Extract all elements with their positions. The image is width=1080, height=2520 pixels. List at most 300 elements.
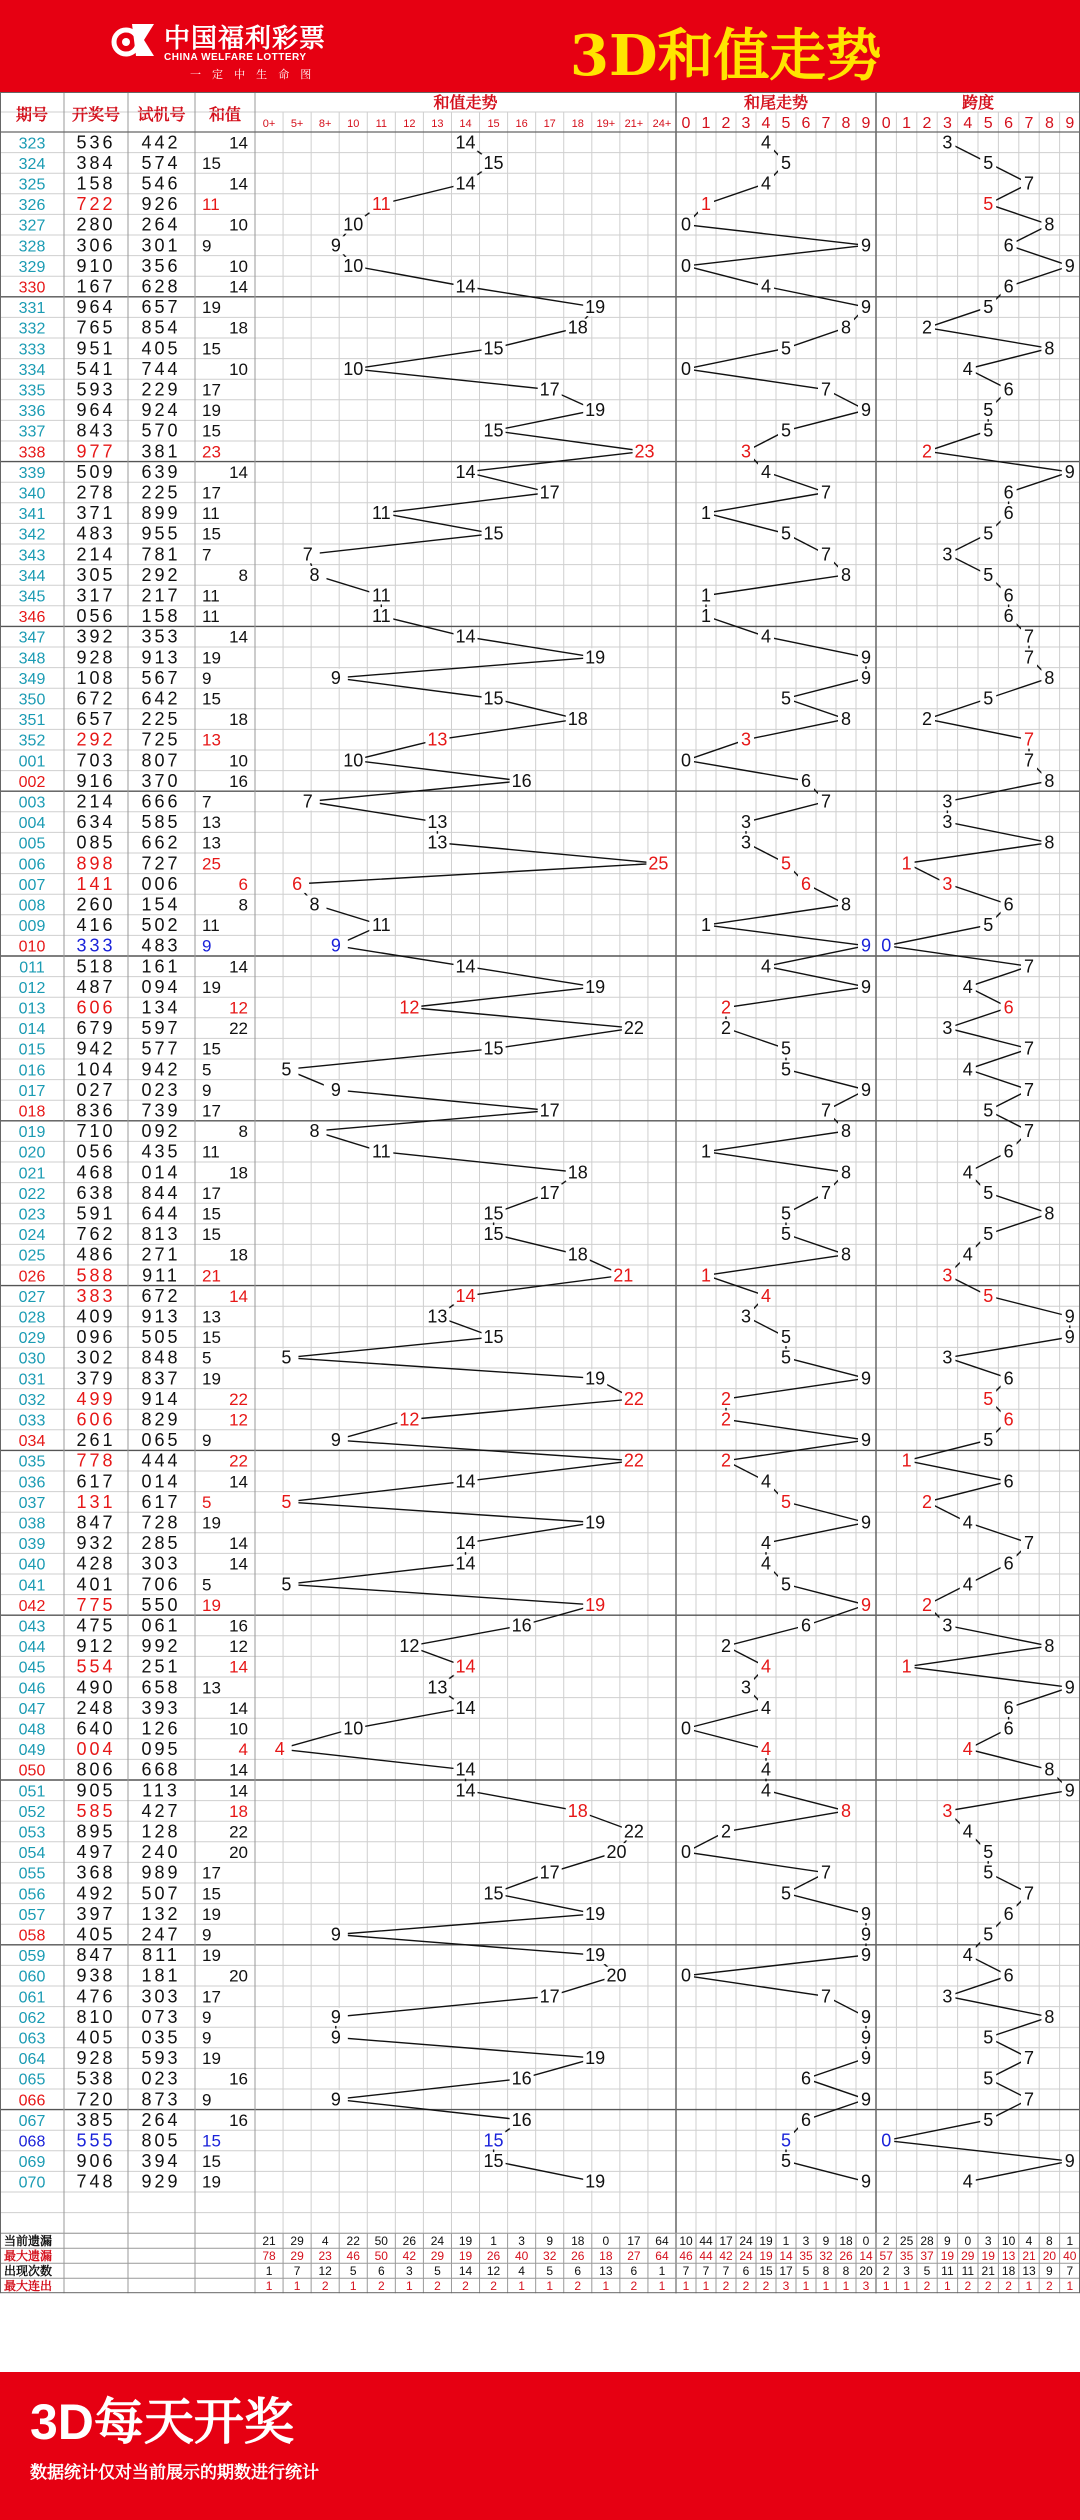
draw-number: 278 xyxy=(76,482,116,503)
sum-trend-value: 11 xyxy=(371,915,391,936)
draw-number: 555 xyxy=(76,2130,116,2151)
tail-trend-value: 5 xyxy=(780,688,792,709)
trial-number: 356 xyxy=(141,255,181,276)
sum-bin-label: 12 xyxy=(403,118,416,130)
stats-sum-value: 5 xyxy=(349,2264,357,2279)
draw-number: 401 xyxy=(76,1574,116,1595)
sum-trend-value: 15 xyxy=(483,2151,504,2172)
trial-number: 628 xyxy=(141,276,181,297)
stats-sum-value: 6 xyxy=(574,2264,582,2279)
stats-tail-value: 9 xyxy=(822,2234,830,2249)
stats-sum-value: 3 xyxy=(518,2234,525,2249)
stats-span-value: 2 xyxy=(984,2279,992,2294)
sum-bin-label: 5+ xyxy=(290,118,304,130)
stats-span-value: 25 xyxy=(899,2234,914,2249)
tail-trend-value: 3 xyxy=(740,812,752,833)
tail-trend-value: 4 xyxy=(760,1471,772,1492)
sum-value: 10 xyxy=(229,359,248,379)
stats-span-value: 1 xyxy=(1066,2279,1074,2294)
sum-trend-value: 20 xyxy=(606,1842,627,1863)
tail-trend-value: 0 xyxy=(680,1965,692,1986)
stats-sum-value: 17 xyxy=(627,2234,641,2249)
sum-value: 14 xyxy=(229,1472,248,1492)
sum-bin-label: 16 xyxy=(515,118,528,130)
span-trend-value: 5 xyxy=(983,523,994,544)
draw-number: 383 xyxy=(76,1285,116,1306)
sum-bin-label: 11 xyxy=(375,118,388,130)
issue-number: 054 xyxy=(18,1845,46,1863)
stats-span-value: 1 xyxy=(882,2279,890,2294)
sum-trend-value: 5 xyxy=(281,1059,292,1080)
trial-number: 672 xyxy=(141,1285,181,1306)
stats-tail-value: 1 xyxy=(682,2279,690,2294)
sum-trend-value: 12 xyxy=(399,997,420,1018)
stats-tail-value: 5 xyxy=(802,2264,810,2279)
sum-trend-value: 14 xyxy=(455,173,476,194)
stats-sum-value: 2 xyxy=(321,2279,329,2294)
sum-trend-value: 5 xyxy=(281,1574,292,1595)
issue-number: 340 xyxy=(18,485,46,503)
stats-tail-value: 44 xyxy=(699,2249,713,2264)
sum-trend-value: 9 xyxy=(330,2027,341,2048)
sum-value: 14 xyxy=(229,1286,248,1306)
tail-trend-value: 0 xyxy=(680,750,692,771)
trial-number: 639 xyxy=(141,461,181,482)
trial-number: 113 xyxy=(142,1780,180,1801)
tail-trend-value: 9 xyxy=(860,2027,872,2048)
sum-trend-value: 18 xyxy=(567,709,588,730)
issue-number: 033 xyxy=(18,1412,46,1430)
tail-trend-value: 3 xyxy=(740,1306,752,1327)
sum-trend-value: 20 xyxy=(606,1965,627,1986)
sum-value: 23 xyxy=(202,442,221,462)
tail-bin-label: 1 xyxy=(701,115,711,132)
issue-number: 064 xyxy=(18,2051,46,2069)
sum-value: 17 xyxy=(202,1183,221,1203)
span-trend-value: 6 xyxy=(1003,379,1014,400)
trial-number: 642 xyxy=(141,688,181,709)
span-trend-value: 5 xyxy=(983,152,994,173)
trial-number: 014 xyxy=(141,1471,181,1492)
span-trend-value: 8 xyxy=(1044,338,1055,359)
tail-trend-value: 7 xyxy=(820,1986,832,2007)
span-trend-value: 6 xyxy=(1003,606,1014,627)
sum-trend-value: 15 xyxy=(483,523,504,544)
trial-number: 303 xyxy=(141,1986,181,2007)
stats-span-value: 40 xyxy=(1063,2249,1077,2264)
stats-sum-value: 78 xyxy=(262,2249,276,2264)
tail-bin-label: 3 xyxy=(741,115,751,132)
sum-trend-value: 22 xyxy=(623,1018,644,1039)
issue-number: 011 xyxy=(19,959,45,977)
tail-trend-value: 9 xyxy=(860,400,872,421)
span-trend-value: 7 xyxy=(1023,626,1035,647)
trial-number: 251 xyxy=(141,1656,181,1677)
stats-span-value: 7 xyxy=(1066,2264,1074,2279)
issue-number: 044 xyxy=(18,1639,46,1657)
draw-number: 492 xyxy=(76,1883,116,1904)
stats-tail-value: 0 xyxy=(862,2234,870,2249)
trial-number: 303 xyxy=(141,1553,181,1574)
stats-tail-value: 3 xyxy=(802,2234,810,2249)
tail-trend-value: 5 xyxy=(780,523,792,544)
span-trend-value: 2 xyxy=(921,1594,933,1615)
tail-trend-value: 5 xyxy=(780,152,792,173)
sum-trend-value: 15 xyxy=(483,1203,504,1224)
draw-number: 541 xyxy=(76,358,116,379)
sum-trend-value: 14 xyxy=(455,1656,476,1677)
draw-number: 606 xyxy=(76,997,116,1018)
stats-tail-value: 14 xyxy=(779,2249,793,2264)
sum-trend-value: 8 xyxy=(309,894,320,915)
sum-trend-value: 9 xyxy=(330,667,341,688)
trial-number: 829 xyxy=(141,1409,181,1430)
stats-tail-value: 42 xyxy=(719,2249,733,2264)
stats-tail-value: 14 xyxy=(859,2249,873,2264)
trial-number: 706 xyxy=(141,1574,181,1595)
trial-number: 292 xyxy=(141,564,181,585)
span-trend-value: 7 xyxy=(1023,1121,1035,1142)
header-draw: 开奖号 xyxy=(71,107,121,124)
draw-number: 305 xyxy=(76,564,116,585)
tail-trend-value: 9 xyxy=(860,2171,872,2192)
draw-number: 638 xyxy=(76,1182,116,1203)
sum-trend-value: 7 xyxy=(302,544,313,565)
trial-number: 353 xyxy=(141,626,181,647)
stats-tail-value: 20 xyxy=(859,2264,873,2279)
tail-bin-label: 7 xyxy=(821,115,831,132)
span-trend-value: 8 xyxy=(1044,832,1055,853)
trial-number: 725 xyxy=(141,729,181,750)
stats-sum-value: 29 xyxy=(290,2249,304,2264)
sum-value: 9 xyxy=(202,2007,212,2027)
sum-value: 8 xyxy=(238,1122,248,1142)
tail-trend-value: 9 xyxy=(860,2006,872,2027)
sum-trend-value: 15 xyxy=(483,1327,504,1348)
sum-trend-value: 5 xyxy=(281,1347,292,1368)
tail-trend-value: 7 xyxy=(820,1862,832,1883)
sum-trend-value: 14 xyxy=(455,132,476,153)
trial-number: 217 xyxy=(141,585,181,606)
span-trend-value: 5 xyxy=(983,194,994,215)
span-trend-value: 4 xyxy=(962,1945,973,1966)
draw-number: 977 xyxy=(76,441,116,462)
issue-number: 019 xyxy=(18,1124,46,1142)
tail-trend-value: 7 xyxy=(820,544,832,565)
draw-number: 554 xyxy=(76,1656,116,1677)
stats-sum-value: 1 xyxy=(349,2279,357,2294)
trial-number: 381 xyxy=(141,441,181,462)
sum-value: 19 xyxy=(202,2049,221,2069)
trial-number: 154 xyxy=(141,894,181,915)
stats-sum-value: 22 xyxy=(346,2234,360,2249)
draw-number: 585 xyxy=(76,1800,116,1821)
span-trend-value: 2 xyxy=(921,1491,933,1512)
tail-trend-value: 4 xyxy=(760,1759,772,1780)
draw-number: 333 xyxy=(76,935,116,956)
issue-number: 043 xyxy=(18,1618,46,1636)
sum-value: 9 xyxy=(202,236,212,256)
stats-sum-value: 21 xyxy=(262,2234,276,2249)
sum-value: 15 xyxy=(202,1884,221,1904)
stats-span-value: 2 xyxy=(923,2279,931,2294)
draw-number: 085 xyxy=(76,832,116,853)
span-bin-label: 8 xyxy=(1044,115,1054,132)
draw-number: 910 xyxy=(76,255,116,276)
tail-trend-value: 9 xyxy=(860,2089,872,2110)
sum-trend-value: 21 xyxy=(613,1265,634,1286)
stats-label: 最大遗漏 xyxy=(4,2249,53,2264)
trial-number: 992 xyxy=(141,1636,181,1657)
issue-number: 031 xyxy=(18,1371,46,1389)
span-trend-value: 5 xyxy=(983,1224,994,1245)
stats-tail-value: 1 xyxy=(782,2234,790,2249)
draw-number: 710 xyxy=(76,1121,116,1142)
sum-value: 16 xyxy=(229,2069,248,2089)
sum-value: 10 xyxy=(229,1719,248,1739)
sum-value: 11 xyxy=(202,504,220,524)
sum-value: 20 xyxy=(229,1966,248,1986)
stats-sum-value: 1 xyxy=(518,2279,525,2294)
draw-number: 260 xyxy=(76,894,116,915)
sum-bin-label: 8+ xyxy=(318,118,332,130)
tail-trend-value: 1 xyxy=(700,585,712,606)
stats-sum-value: 1 xyxy=(490,2234,497,2249)
sum-trend-value: 9 xyxy=(330,235,341,256)
issue-number: 025 xyxy=(18,1247,46,1265)
issue-number: 051 xyxy=(18,1783,46,1801)
stats-sum-value: 27 xyxy=(627,2249,641,2264)
sum-trend-value: 11 xyxy=(371,503,391,524)
sum-trend-value: 13 xyxy=(427,832,448,853)
span-trend-value: 8 xyxy=(1044,214,1055,235)
sum-trend-value: 9 xyxy=(330,2089,341,2110)
tail-trend-value: 9 xyxy=(860,1430,872,1451)
trial-number: 435 xyxy=(141,1141,181,1162)
tail-trend-value: 6 xyxy=(800,2109,812,2130)
span-trend-value: 1 xyxy=(901,853,912,874)
span-trend-value: 3 xyxy=(942,132,953,153)
draw-number: 379 xyxy=(76,1368,116,1389)
draw-number: 951 xyxy=(76,338,116,359)
tail-trend-value: 4 xyxy=(760,626,772,647)
trial-number: 507 xyxy=(141,1883,181,1904)
sum-trend-value: 22 xyxy=(623,1821,644,1842)
sum-trend-value: 16 xyxy=(511,2068,532,2089)
trial-number: 567 xyxy=(141,667,181,688)
span-trend-value: 3 xyxy=(942,1018,953,1039)
sum-value: 19 xyxy=(202,977,221,997)
stats-span-value: 10 xyxy=(1001,2234,1016,2249)
trial-number: 914 xyxy=(141,1388,181,1409)
tail-bin-label: 6 xyxy=(801,115,811,132)
sum-value: 21 xyxy=(202,1266,221,1286)
issue-number: 063 xyxy=(18,2030,46,2048)
span-bin-label: 9 xyxy=(1065,115,1075,132)
tail-trend-value: 2 xyxy=(720,1821,732,1842)
issue-number: 047 xyxy=(18,1700,46,1718)
sum-value: 11 xyxy=(202,607,220,627)
sum-trend-value: 15 xyxy=(483,1883,504,1904)
sum-value: 12 xyxy=(229,998,248,1018)
stats-sum-value: 1 xyxy=(265,2264,273,2279)
tail-trend-value: 8 xyxy=(840,1162,852,1183)
draw-number: 385 xyxy=(76,2109,116,2130)
issue-number: 327 xyxy=(18,217,46,235)
sum-value: 25 xyxy=(202,854,221,874)
sum-value: 15 xyxy=(202,1225,221,1245)
sum-value: 9 xyxy=(202,668,212,688)
stats-sum-value: 40 xyxy=(514,2249,529,2264)
trial-number: 023 xyxy=(141,2068,181,2089)
stats-sum-value: 7 xyxy=(293,2264,301,2279)
span-trend-value: 8 xyxy=(1044,770,1055,791)
trial-number: 240 xyxy=(141,1842,181,1863)
span-bin-label: 6 xyxy=(1004,115,1014,132)
stats-span-value: 28 xyxy=(920,2234,934,2249)
sum-trend-value: 18 xyxy=(567,1244,588,1265)
issue-number: 336 xyxy=(18,403,46,421)
stats-span-value: 11 xyxy=(941,2264,954,2279)
span-trend-value: 5 xyxy=(983,2068,994,2089)
trial-number: 023 xyxy=(141,1079,181,1100)
sum-value: 9 xyxy=(202,1925,212,1945)
issue-number: 018 xyxy=(18,1103,46,1121)
span-trend-value: 5 xyxy=(983,1924,994,1945)
stats-sum-value: 9 xyxy=(546,2234,554,2249)
sum-trend-value: 14 xyxy=(455,1780,476,1801)
sum-value: 14 xyxy=(229,1781,248,1801)
sum-trend-value: 10 xyxy=(343,255,364,276)
trial-number: 854 xyxy=(141,317,181,338)
trial-number: 073 xyxy=(141,2006,181,2027)
tail-trend-value: 4 xyxy=(760,1697,772,1718)
draw-number: 634 xyxy=(76,812,116,833)
tail-trend-value: 0 xyxy=(680,214,692,235)
draw-number: 672 xyxy=(76,688,116,709)
span-trend-value: 5 xyxy=(983,400,994,421)
sum-trend-value: 9 xyxy=(330,935,341,956)
trial-number: 781 xyxy=(141,544,181,565)
trial-number: 913 xyxy=(141,647,181,668)
issue-number: 325 xyxy=(18,176,46,194)
tail-trend-value: 5 xyxy=(780,853,792,874)
stats-sum-value: 1 xyxy=(658,2264,666,2279)
stats-sum-value: 2 xyxy=(630,2279,638,2294)
stats-tail-value: 1 xyxy=(822,2279,830,2294)
stats-tail-value: 8 xyxy=(822,2264,830,2279)
span-trend-value: 8 xyxy=(1044,1203,1055,1224)
issue-number: 042 xyxy=(18,1597,46,1615)
sum-trend-value: 25 xyxy=(648,853,669,874)
sum-value: 18 xyxy=(229,1245,248,1265)
sum-value: 13 xyxy=(202,730,221,750)
issue-number: 029 xyxy=(18,1330,46,1348)
stats-tail-value: 7 xyxy=(682,2264,690,2279)
span-trend-value: 6 xyxy=(1003,1965,1014,1986)
stats-sum-value: 6 xyxy=(377,2264,385,2279)
trial-number: 848 xyxy=(141,1347,181,1368)
sum-trend-value: 14 xyxy=(455,626,476,647)
tail-trend-value: 4 xyxy=(760,1656,772,1677)
trial-number: 505 xyxy=(141,1327,181,1348)
sum-value: 11 xyxy=(202,1142,220,1162)
sum-trend-value: 11 xyxy=(371,606,391,627)
draw-number: 214 xyxy=(76,544,116,565)
issue-number: 331 xyxy=(18,300,46,318)
span-trend-value: 7 xyxy=(1023,2089,1035,2110)
sum-trend-value: 14 xyxy=(455,1471,476,1492)
sum-trend-value: 15 xyxy=(483,2130,504,2151)
stats-span-value: 11 xyxy=(961,2264,975,2279)
stats-span-value: 8 xyxy=(1046,2234,1053,2249)
span-trend-value: 9 xyxy=(1064,461,1075,482)
sum-trend-value: 14 xyxy=(455,1553,476,1574)
tail-trend-value: 6 xyxy=(800,770,812,791)
issue-number: 330 xyxy=(18,279,46,297)
sum-trend-value: 19 xyxy=(585,400,606,421)
issue-number: 026 xyxy=(18,1268,46,1286)
trial-number: 666 xyxy=(141,791,181,812)
tail-trend-value: 9 xyxy=(860,667,872,688)
span-trend-value: 4 xyxy=(962,1244,973,1265)
draw-number: 591 xyxy=(76,1203,116,1224)
trial-number: 617 xyxy=(141,1491,181,1512)
trial-number: 813 xyxy=(141,1224,181,1245)
stats-tail-value: 24 xyxy=(739,2249,753,2264)
footer-title: 3D每天开奖 xyxy=(30,2394,294,2450)
span-trend-value: 8 xyxy=(1044,2006,1055,2027)
sum-trend-value: 9 xyxy=(330,1924,341,1945)
issue-number: 053 xyxy=(18,1824,46,1842)
tail-trend-value: 0 xyxy=(680,1842,692,1863)
span-trend-value: 4 xyxy=(962,1162,973,1183)
header-tail-trend: 和尾走势 xyxy=(743,95,809,112)
sum-value: 5 xyxy=(202,1348,212,1368)
sum-value: 14 xyxy=(229,627,248,647)
stats-span-value: 2 xyxy=(882,2234,890,2249)
issue-number: 049 xyxy=(18,1742,46,1760)
trial-number: 285 xyxy=(141,1533,181,1554)
sum-value: 11 xyxy=(202,195,220,215)
issue-number: 039 xyxy=(18,1536,46,1554)
tail-trend-value: 6 xyxy=(800,873,812,894)
sum-value: 15 xyxy=(202,421,221,441)
sum-trend-value: 10 xyxy=(343,750,364,771)
sum-value: 5 xyxy=(202,1575,212,1595)
stats-span-value: 13 xyxy=(1001,2249,1016,2264)
stats-sum-value: 26 xyxy=(402,2234,417,2249)
tail-trend-value: 5 xyxy=(780,1491,792,1512)
stats-tail-value: 7 xyxy=(702,2264,710,2279)
trial-number: 644 xyxy=(141,1203,181,1224)
span-trend-value: 6 xyxy=(1003,1368,1014,1389)
trial-number: 427 xyxy=(141,1800,181,1821)
issue-number: 013 xyxy=(18,1000,46,1018)
stats-span-value: 18 xyxy=(1001,2264,1016,2279)
draw-number: 847 xyxy=(76,1512,116,1533)
sum-trend-value: 15 xyxy=(483,1224,504,1245)
tail-trend-value: 5 xyxy=(780,2151,792,2172)
sum-value: 16 xyxy=(229,771,248,791)
span-trend-value: 5 xyxy=(983,1862,994,1883)
header-sum: 和值 xyxy=(208,107,242,124)
trial-number: 942 xyxy=(141,1059,181,1080)
span-trend-value: 5 xyxy=(983,1182,994,1203)
tail-trend-value: 1 xyxy=(700,1141,712,1162)
stats-sum-value: 5 xyxy=(546,2264,554,2279)
trial-number: 744 xyxy=(141,358,181,379)
